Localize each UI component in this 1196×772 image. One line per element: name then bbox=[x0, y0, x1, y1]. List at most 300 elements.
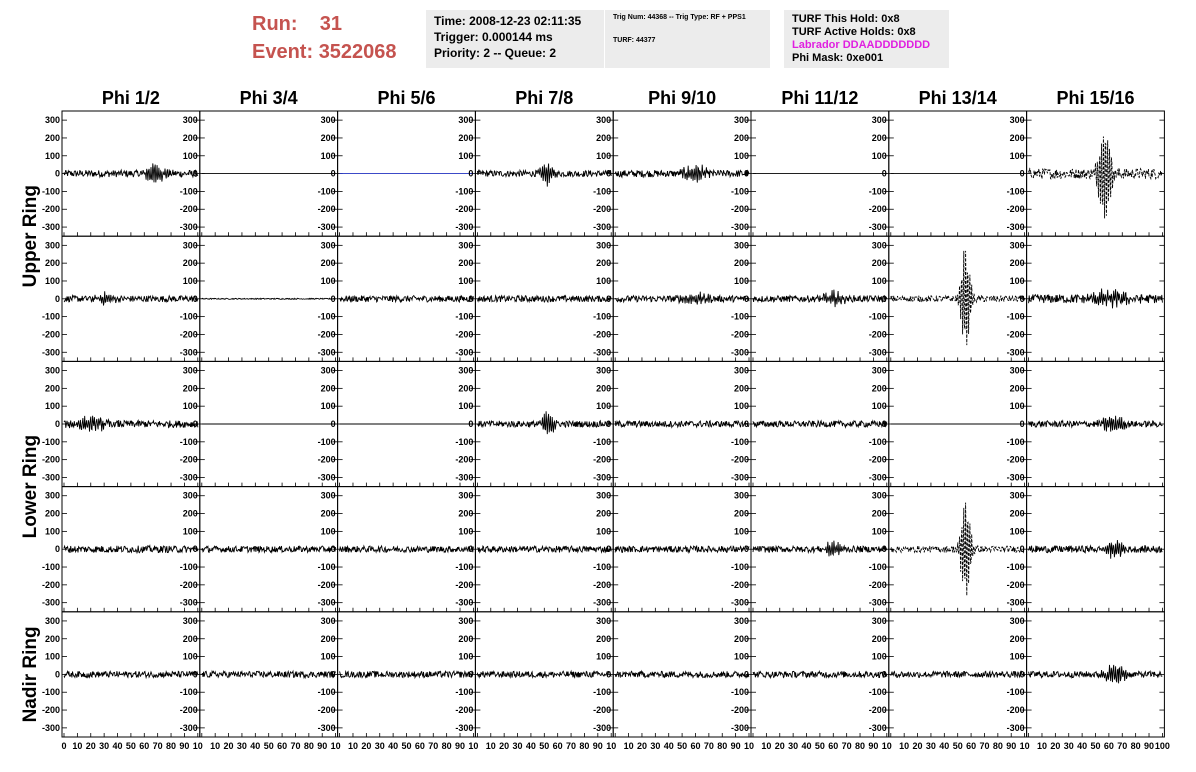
y-tick-label: 300 bbox=[320, 240, 336, 251]
x-tick-label: 30 bbox=[236, 741, 247, 751]
y-tick-label: -100 bbox=[455, 687, 474, 698]
y-tick-label: -300 bbox=[455, 597, 474, 608]
x-tick-label: 50 bbox=[263, 741, 274, 751]
x-tick-label: 80 bbox=[1130, 741, 1141, 751]
y-tick-label: -200 bbox=[593, 329, 612, 340]
waveform-trace bbox=[1029, 416, 1163, 432]
waveform-trace bbox=[753, 541, 887, 557]
y-tick-label: 300 bbox=[320, 490, 336, 501]
y-tick-label: 100 bbox=[733, 401, 749, 412]
y-tick-label: 0 bbox=[192, 168, 198, 179]
y-tick-label: -100 bbox=[179, 562, 198, 573]
y-tick-label: -100 bbox=[179, 687, 198, 698]
y-tick-label: -300 bbox=[455, 722, 474, 733]
x-tick-label: 20 bbox=[1050, 741, 1061, 751]
y-tick-label: 100 bbox=[320, 526, 336, 537]
y-tick-label: -200 bbox=[179, 329, 198, 340]
x-tick-label: 10 bbox=[72, 741, 83, 751]
x-tick-label: 30 bbox=[512, 741, 523, 751]
y-tick-label: 0 bbox=[881, 293, 887, 304]
y-tick-label: 100 bbox=[871, 401, 887, 412]
y-tick-label: -200 bbox=[730, 329, 749, 340]
x-tick-label: 80 bbox=[855, 741, 866, 751]
y-tick-label: 300 bbox=[1009, 115, 1025, 126]
y-tick-label: 100 bbox=[44, 401, 60, 412]
y-tick-label: 300 bbox=[458, 615, 474, 626]
x-tick-label: 30 bbox=[925, 741, 936, 751]
x-tick-label: 10 bbox=[468, 741, 479, 751]
x-tick-label: 10 bbox=[485, 741, 496, 751]
y-tick-label: -300 bbox=[593, 722, 612, 733]
time-text: Time: 2008-12-23 02:11:35 bbox=[434, 14, 582, 28]
y-tick-label: -300 bbox=[41, 722, 60, 733]
y-tick-label: 0 bbox=[54, 168, 60, 179]
waveform-trace bbox=[1029, 137, 1163, 219]
y-tick-label: -200 bbox=[1006, 204, 1025, 215]
y-tick-label: 100 bbox=[458, 651, 474, 662]
y-tick-label: -300 bbox=[730, 472, 749, 483]
x-tick-label: 30 bbox=[650, 741, 661, 751]
x-tick-label: 10 bbox=[192, 741, 203, 751]
y-tick-label: -100 bbox=[868, 562, 887, 573]
x-tick-label: 60 bbox=[277, 741, 288, 751]
column-header: Phi 7/8 bbox=[515, 88, 574, 108]
waveform-trace bbox=[891, 669, 1025, 680]
y-tick-label: -100 bbox=[593, 436, 612, 447]
y-tick-label: -300 bbox=[179, 347, 198, 358]
x-tick-label: 100 bbox=[1154, 741, 1170, 751]
y-tick-label: -200 bbox=[455, 579, 474, 590]
y-tick-label: 100 bbox=[182, 651, 198, 662]
y-tick-label: 0 bbox=[881, 419, 887, 429]
x-tick-label: 80 bbox=[441, 741, 452, 751]
y-tick-label: 100 bbox=[458, 150, 474, 161]
y-tick-label: 300 bbox=[733, 115, 749, 126]
y-tick-label: 100 bbox=[733, 526, 749, 537]
y-tick-label: -300 bbox=[730, 222, 749, 233]
y-tick-label: 300 bbox=[182, 615, 198, 626]
y-tick-label: 200 bbox=[44, 508, 60, 519]
y-tick-label: -200 bbox=[179, 204, 198, 215]
y-tick-label: -100 bbox=[1006, 562, 1025, 573]
waveform-trace bbox=[1029, 540, 1163, 559]
y-tick-label: -100 bbox=[593, 562, 612, 573]
x-tick-label: 90 bbox=[868, 741, 879, 751]
x-tick-label: 90 bbox=[1006, 741, 1017, 751]
y-tick-label: 300 bbox=[733, 365, 749, 376]
y-tick-label: 100 bbox=[44, 526, 60, 537]
y-tick-label: 300 bbox=[182, 365, 198, 376]
y-tick-label: 0 bbox=[192, 669, 198, 680]
y-tick-label: 0 bbox=[606, 669, 612, 680]
phi-mask-text: Phi Mask: 0xe001 bbox=[792, 52, 884, 64]
y-tick-label: -100 bbox=[1006, 311, 1025, 322]
y-tick-label: 0 bbox=[606, 168, 612, 179]
y-tick-label: 200 bbox=[871, 508, 887, 519]
y-tick-label: 0 bbox=[192, 293, 198, 304]
y-tick-label: -300 bbox=[593, 222, 612, 233]
y-tick-label: 100 bbox=[871, 526, 887, 537]
y-tick-label: -300 bbox=[455, 347, 474, 358]
y-tick-label: -100 bbox=[455, 436, 474, 447]
y-tick-label: 0 bbox=[1019, 419, 1025, 429]
column-header: Phi 15/16 bbox=[1056, 88, 1135, 108]
y-tick-label: 200 bbox=[458, 258, 474, 269]
waveform-trace bbox=[615, 165, 749, 183]
x-tick-label: 20 bbox=[361, 741, 372, 751]
y-tick-label: 0 bbox=[1019, 669, 1025, 680]
x-tick-label: 60 bbox=[552, 741, 563, 751]
y-tick-label: 100 bbox=[596, 150, 612, 161]
y-tick-label: -300 bbox=[317, 722, 336, 733]
y-tick-label: -100 bbox=[179, 311, 198, 322]
y-tick-label: -100 bbox=[41, 436, 60, 447]
waveform-trace bbox=[477, 293, 612, 304]
x-tick-label: 40 bbox=[112, 741, 123, 751]
x-tick-label: 10 bbox=[743, 741, 755, 751]
column-header: Phi 3/4 bbox=[239, 88, 298, 108]
y-tick-label: 200 bbox=[871, 258, 887, 269]
y-tick-label: 0 bbox=[330, 168, 336, 179]
y-tick-label: 100 bbox=[44, 150, 60, 161]
x-tick-label: 20 bbox=[223, 741, 234, 751]
row-group-label: Lower Ring bbox=[20, 434, 41, 539]
y-tick-label: 100 bbox=[320, 275, 336, 286]
y-tick-label: 200 bbox=[733, 132, 749, 143]
y-tick-label: 0 bbox=[743, 669, 749, 680]
y-tick-label: -200 bbox=[730, 204, 749, 215]
y-tick-label: -200 bbox=[593, 454, 612, 465]
y-tick-label: -300 bbox=[41, 222, 60, 233]
y-tick-label: -100 bbox=[730, 186, 749, 197]
x-tick-label: 10 bbox=[1019, 741, 1030, 751]
y-tick-label: -200 bbox=[179, 705, 198, 716]
y-tick-label: -300 bbox=[730, 597, 749, 608]
y-tick-label: -300 bbox=[317, 472, 336, 483]
y-tick-label: 100 bbox=[182, 526, 198, 537]
y-tick-label: -200 bbox=[593, 204, 612, 215]
column-header: Phi 9/10 bbox=[648, 88, 717, 108]
x-tick-label: 40 bbox=[525, 741, 536, 751]
y-tick-label: 100 bbox=[1009, 651, 1025, 662]
y-tick-label: 0 bbox=[1019, 168, 1025, 179]
y-tick-label: 0 bbox=[468, 544, 474, 555]
y-tick-label: -300 bbox=[317, 347, 336, 358]
x-tick-label: 20 bbox=[774, 741, 785, 751]
y-tick-label: -300 bbox=[179, 597, 198, 608]
y-tick-label: 200 bbox=[182, 633, 198, 644]
y-tick-label: 300 bbox=[320, 615, 336, 626]
priority-text: Priority: 2 -- Queue: 2 bbox=[434, 46, 557, 60]
y-tick-label: -200 bbox=[41, 579, 60, 590]
y-tick-label: 100 bbox=[733, 150, 749, 161]
y-tick-label: -200 bbox=[41, 204, 60, 215]
y-tick-label: 0 bbox=[54, 293, 60, 304]
waveform-trace bbox=[1029, 665, 1163, 684]
y-tick-label: 100 bbox=[596, 401, 612, 412]
y-tick-label: 200 bbox=[320, 633, 336, 644]
y-tick-label: -300 bbox=[179, 472, 198, 483]
y-tick-label: 0 bbox=[1019, 293, 1025, 304]
waveform-trace bbox=[891, 251, 1025, 345]
y-tick-label: 300 bbox=[596, 115, 612, 126]
y-tick-label: 200 bbox=[596, 633, 612, 644]
y-tick-label: 100 bbox=[458, 526, 474, 537]
waveform-trace bbox=[202, 544, 336, 555]
y-tick-label: 300 bbox=[44, 615, 60, 626]
y-tick-label: -200 bbox=[317, 454, 336, 465]
x-tick-label: 10 bbox=[761, 741, 772, 751]
y-tick-label: 300 bbox=[1009, 240, 1025, 251]
y-tick-label: -100 bbox=[593, 311, 612, 322]
y-tick-label: -300 bbox=[868, 597, 887, 608]
y-tick-label: 300 bbox=[44, 240, 60, 251]
x-tick-label: 40 bbox=[250, 741, 261, 751]
x-tick-label: 30 bbox=[1063, 741, 1074, 751]
y-tick-label: 300 bbox=[871, 615, 887, 626]
y-tick-label: 200 bbox=[458, 633, 474, 644]
y-tick-label: -100 bbox=[868, 311, 887, 322]
y-tick-label: -200 bbox=[41, 705, 60, 716]
y-tick-label: -300 bbox=[868, 722, 887, 733]
x-tick-label: 40 bbox=[388, 741, 399, 751]
y-tick-label: 200 bbox=[1009, 633, 1025, 644]
waveform-trace bbox=[64, 546, 198, 553]
y-tick-label: -300 bbox=[1006, 472, 1025, 483]
y-tick-label: 0 bbox=[881, 544, 887, 555]
y-tick-label: 200 bbox=[44, 633, 60, 644]
y-tick-label: 0 bbox=[330, 669, 336, 680]
column-header: Phi 1/2 bbox=[101, 88, 160, 108]
y-tick-label: 0 bbox=[743, 419, 749, 429]
waveform-trace bbox=[477, 669, 612, 680]
x-tick-label: 60 bbox=[1103, 741, 1114, 751]
x-tick-label: 10 bbox=[347, 741, 358, 751]
y-tick-label: -200 bbox=[41, 329, 60, 340]
waveform-trace bbox=[64, 416, 198, 432]
column-header: Phi 11/12 bbox=[781, 88, 859, 108]
y-tick-label: 200 bbox=[320, 508, 336, 519]
y-tick-label: -300 bbox=[41, 472, 60, 483]
y-tick-label: -100 bbox=[41, 687, 60, 698]
y-tick-label: 100 bbox=[320, 401, 336, 412]
y-tick-label: -100 bbox=[1006, 687, 1025, 698]
x-tick-label: 70 bbox=[152, 741, 163, 751]
y-tick-label: -300 bbox=[317, 222, 336, 233]
y-tick-label: 0 bbox=[1019, 544, 1025, 555]
y-tick-label: 100 bbox=[182, 275, 198, 286]
y-tick-label: -300 bbox=[41, 347, 60, 358]
event-line: Event: 3522068 bbox=[252, 41, 397, 63]
y-tick-label: 0 bbox=[330, 544, 336, 555]
y-tick-label: -100 bbox=[593, 687, 612, 698]
y-tick-label: 300 bbox=[44, 365, 60, 376]
waveform-trace bbox=[753, 290, 887, 308]
x-tick-label: 80 bbox=[579, 741, 590, 751]
y-tick-label: -100 bbox=[317, 436, 336, 447]
x-tick-label: 60 bbox=[690, 741, 701, 751]
y-tick-label: -100 bbox=[730, 562, 749, 573]
y-tick-label: -100 bbox=[455, 562, 474, 573]
x-tick-label: 50 bbox=[1090, 741, 1101, 751]
x-tick-label: 30 bbox=[788, 741, 799, 751]
y-tick-label: -300 bbox=[1006, 597, 1025, 608]
y-tick-label: -300 bbox=[179, 222, 198, 233]
y-tick-label: 0 bbox=[192, 544, 198, 555]
x-tick-label: 70 bbox=[290, 741, 301, 751]
y-tick-label: -300 bbox=[868, 472, 887, 483]
x-tick-label: 10 bbox=[899, 741, 910, 751]
y-tick-label: 300 bbox=[44, 490, 60, 501]
y-tick-label: -200 bbox=[455, 329, 474, 340]
y-tick-label: -200 bbox=[730, 454, 749, 465]
y-tick-label: 100 bbox=[1009, 275, 1025, 286]
x-tick-label: 60 bbox=[966, 741, 977, 751]
waveform-trace bbox=[615, 421, 749, 427]
y-tick-label: 200 bbox=[458, 132, 474, 143]
y-tick-label: -300 bbox=[730, 347, 749, 358]
y-tick-label: -200 bbox=[1006, 329, 1025, 340]
waveform-trace bbox=[340, 293, 474, 304]
y-tick-label: 200 bbox=[1009, 258, 1025, 269]
x-tick-label: 80 bbox=[717, 741, 728, 751]
x-tick-label: 90 bbox=[1144, 741, 1155, 751]
y-tick-label: -100 bbox=[868, 436, 887, 447]
y-tick-label: -100 bbox=[179, 186, 198, 197]
y-tick-label: 100 bbox=[871, 275, 887, 286]
y-tick-label: 0 bbox=[606, 419, 612, 429]
y-tick-label: 100 bbox=[458, 275, 474, 286]
y-tick-label: 300 bbox=[320, 115, 336, 126]
y-tick-label: 100 bbox=[44, 651, 60, 662]
y-tick-label: 200 bbox=[596, 508, 612, 519]
y-tick-label: -100 bbox=[455, 186, 474, 197]
trigger-text: Trigger: 0.000144 ms bbox=[434, 30, 553, 44]
y-tick-label: 200 bbox=[182, 132, 198, 143]
row-group-label: Upper Ring bbox=[20, 185, 41, 288]
y-tick-label: 200 bbox=[596, 132, 612, 143]
y-tick-label: 300 bbox=[733, 615, 749, 626]
x-tick-label: 10 bbox=[1036, 741, 1047, 751]
waveform-trace bbox=[891, 503, 1025, 596]
y-tick-label: 200 bbox=[320, 258, 336, 269]
y-tick-label: -300 bbox=[1006, 222, 1025, 233]
turf-this-hold-text: TURF This Hold: 0x8 bbox=[792, 13, 900, 25]
y-tick-label: -200 bbox=[317, 579, 336, 590]
waveform-trace bbox=[753, 669, 887, 680]
y-tick-label: 300 bbox=[871, 240, 887, 251]
y-tick-label: 200 bbox=[871, 633, 887, 644]
y-tick-label: 100 bbox=[320, 651, 336, 662]
y-tick-label: -300 bbox=[730, 722, 749, 733]
x-tick-label: 40 bbox=[801, 741, 812, 751]
y-tick-label: -200 bbox=[317, 204, 336, 215]
y-tick-label: -200 bbox=[868, 454, 887, 465]
waveform-trace bbox=[477, 164, 611, 187]
y-tick-label: 300 bbox=[44, 115, 60, 126]
y-tick-label: 0 bbox=[468, 293, 474, 304]
y-tick-label: -100 bbox=[593, 186, 612, 197]
y-tick-label: -300 bbox=[593, 597, 612, 608]
y-tick-label: 0 bbox=[192, 419, 198, 429]
y-tick-label: 300 bbox=[458, 365, 474, 376]
y-tick-label: -100 bbox=[730, 311, 749, 322]
y-tick-label: 0 bbox=[881, 168, 887, 179]
y-tick-label: 0 bbox=[54, 669, 60, 680]
waveform-trace bbox=[64, 669, 198, 680]
y-tick-label: 300 bbox=[596, 240, 612, 251]
waveform-trace bbox=[64, 163, 198, 182]
y-tick-label: 100 bbox=[182, 401, 198, 412]
plot-frame bbox=[62, 487, 200, 612]
waveform-trace bbox=[477, 411, 611, 434]
y-tick-label: 100 bbox=[320, 150, 336, 161]
y-tick-label: -100 bbox=[179, 436, 198, 447]
labrador-text: Labrador DDAADDDDDDD bbox=[792, 39, 931, 51]
turf-active-holds-text: TURF Active Holds: 0x8 bbox=[792, 26, 916, 38]
x-tick-label: 10 bbox=[623, 741, 634, 751]
y-tick-label: -200 bbox=[317, 705, 336, 716]
y-tick-label: 200 bbox=[44, 132, 60, 143]
y-tick-label: -300 bbox=[1006, 347, 1025, 358]
x-tick-label: 80 bbox=[303, 741, 314, 751]
y-tick-label: 0 bbox=[743, 168, 749, 179]
x-tick-label: 10 bbox=[881, 741, 892, 751]
y-tick-label: 300 bbox=[1009, 490, 1025, 501]
y-tick-label: -200 bbox=[455, 204, 474, 215]
plot-frame bbox=[613, 487, 751, 612]
y-tick-label: 0 bbox=[606, 293, 612, 304]
y-tick-label: 200 bbox=[733, 633, 749, 644]
y-tick-label: -200 bbox=[593, 705, 612, 716]
y-tick-label: 100 bbox=[596, 526, 612, 537]
y-tick-label: -300 bbox=[455, 472, 474, 483]
x-tick-label: 10 bbox=[210, 741, 221, 751]
y-tick-label: -200 bbox=[868, 579, 887, 590]
y-tick-label: 300 bbox=[871, 115, 887, 126]
y-tick-label: 0 bbox=[881, 669, 887, 680]
y-tick-label: 200 bbox=[44, 258, 60, 269]
x-tick-label: 20 bbox=[912, 741, 923, 751]
x-tick-label: 20 bbox=[499, 741, 510, 751]
y-tick-label: 0 bbox=[606, 544, 612, 555]
y-tick-label: 300 bbox=[871, 490, 887, 501]
y-tick-label: 200 bbox=[182, 508, 198, 519]
y-tick-label: 200 bbox=[733, 383, 749, 394]
x-tick-label: 90 bbox=[317, 741, 328, 751]
run-line: Run: 31 bbox=[252, 13, 343, 35]
y-tick-label: -100 bbox=[868, 186, 887, 197]
trig-num-text: Trig Num: 44368 -- Trig Type: RF + PPS1 bbox=[613, 14, 746, 21]
y-tick-label: -300 bbox=[1006, 722, 1025, 733]
x-tick-label: 80 bbox=[992, 741, 1003, 751]
y-tick-label: -200 bbox=[455, 454, 474, 465]
y-tick-label: 200 bbox=[1009, 132, 1025, 143]
x-tick-label: 70 bbox=[703, 741, 714, 751]
y-tick-label: -100 bbox=[317, 311, 336, 322]
waveform-trace bbox=[1029, 289, 1163, 309]
y-tick-label: 100 bbox=[182, 150, 198, 161]
turf-num-text: TURF: 44377 bbox=[613, 37, 656, 44]
y-tick-label: 300 bbox=[596, 490, 612, 501]
y-tick-label: 0 bbox=[54, 419, 60, 429]
x-tick-label: 10 bbox=[606, 741, 617, 751]
waveform-trace bbox=[340, 669, 474, 680]
y-tick-label: 200 bbox=[182, 258, 198, 269]
y-tick-label: 300 bbox=[871, 365, 887, 376]
y-tick-label: -200 bbox=[1006, 579, 1025, 590]
y-tick-label: 100 bbox=[1009, 526, 1025, 537]
